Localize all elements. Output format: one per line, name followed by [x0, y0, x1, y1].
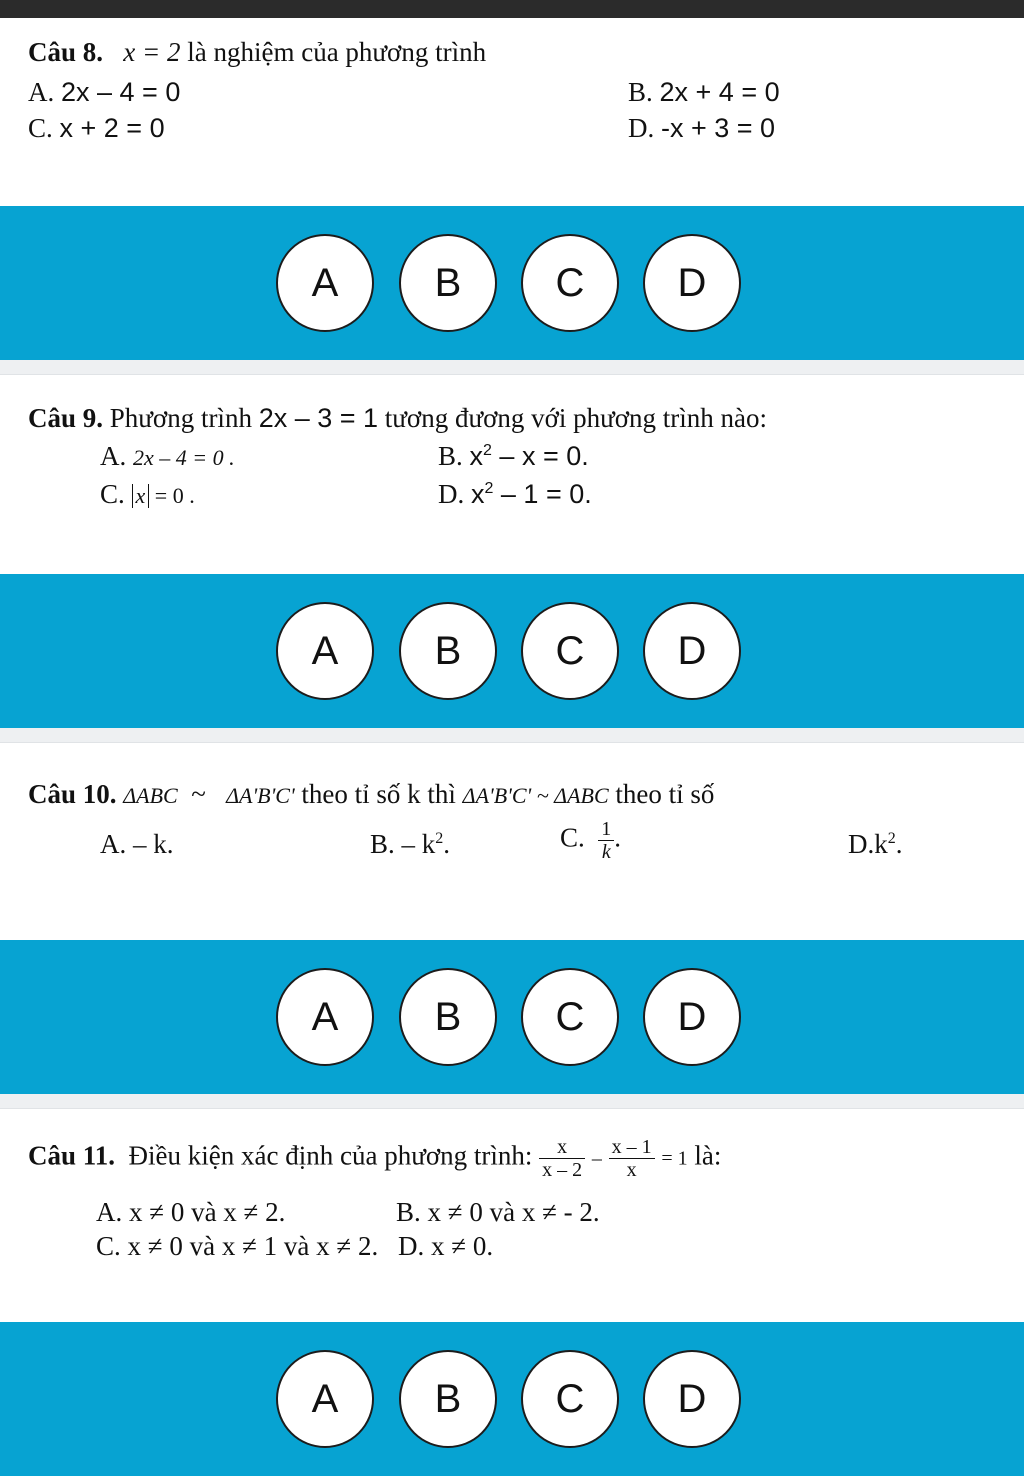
- option-a: A. x ≠ 0 và x ≠ 2.: [96, 1197, 286, 1227]
- question-label: Câu 8.: [28, 37, 104, 67]
- answer-button-d[interactable]: D: [643, 968, 741, 1066]
- answer-button-d[interactable]: D: [643, 234, 741, 332]
- separator: [0, 360, 1024, 375]
- option-b: B. $x^2 - x = 0$.: [438, 441, 589, 471]
- option-c: C. x ≠ 0 và x ≠ 1 và x ≠ 2.: [96, 1231, 379, 1261]
- question-stem-math: 2x – 3 = 1: [258, 403, 379, 433]
- separator: [0, 728, 1024, 743]
- answer-button-b[interactable]: B: [399, 1350, 497, 1448]
- option-d: D. x ≠ 0.: [398, 1231, 494, 1261]
- question-stem: Điều kiện xác định của phương trình:: [128, 1140, 533, 1171]
- answer-button-b[interactable]: B: [399, 234, 497, 332]
- answer-panel-q11: [0, 1322, 1024, 1476]
- answer-button-c[interactable]: C: [521, 968, 619, 1066]
- option-b: B. 2x + 4 = 0: [628, 77, 780, 107]
- fraction-1: $\frac{x}{x - 2}$: [539, 1136, 585, 1181]
- answer-button-a[interactable]: A: [276, 602, 374, 700]
- answer-button-a[interactable]: A: [276, 234, 374, 332]
- answer-button-c[interactable]: C: [521, 234, 619, 332]
- option-c: C. x + 2 = 0: [28, 113, 165, 143]
- answer-panel-q9: [0, 574, 1024, 728]
- answer-button-d[interactable]: D: [643, 602, 741, 700]
- question-stem-end: tương đương với phương trình nào:: [384, 403, 768, 433]
- fraction-2: $\frac{x - 1}{x}$: [609, 1136, 655, 1181]
- answer-button-a[interactable]: A: [276, 1350, 374, 1448]
- answer-panel-q10: [0, 940, 1024, 1094]
- answer-button-c[interactable]: C: [521, 602, 619, 700]
- question-stem: là nghiệm của phương trình: [187, 37, 487, 67]
- option-b: B. – $k^2$.: [370, 829, 451, 859]
- question-label: Câu 11.: [28, 1140, 116, 1171]
- answer-button-d[interactable]: D: [643, 1350, 741, 1448]
- option-d: D. $x^2 - 1 = 0$.: [438, 479, 592, 509]
- answer-button-b[interactable]: B: [399, 968, 497, 1066]
- option-a: A. 2x – 4 = 0: [28, 77, 181, 107]
- question-stem-math: x = 2: [123, 37, 181, 67]
- question-label: Câu 10.: [28, 779, 117, 809]
- question-label: Câu 9.: [28, 403, 104, 433]
- option-d: D. -x + 3 = 0: [628, 113, 776, 143]
- separator: [0, 1094, 1024, 1109]
- option-a: A. – k.: [100, 829, 174, 859]
- answer-button-b[interactable]: B: [399, 602, 497, 700]
- option-d: $D.k^2$.: [848, 829, 903, 859]
- status-bar: [0, 0, 1024, 18]
- option-c: C. x = 0 .: [100, 479, 195, 509]
- answer-button-c[interactable]: C: [521, 1350, 619, 1448]
- option-a: A. 2x – 4 = 0 .: [100, 441, 235, 471]
- answer-panel-q8: [0, 206, 1024, 360]
- option-c: C. $\frac{1}{k}$ .: [560, 818, 622, 863]
- option-b: B. x ≠ 0 và x ≠ - 2.: [396, 1197, 600, 1227]
- answer-button-a[interactable]: A: [276, 968, 374, 1066]
- question-stem: Phương trình: [109, 403, 252, 433]
